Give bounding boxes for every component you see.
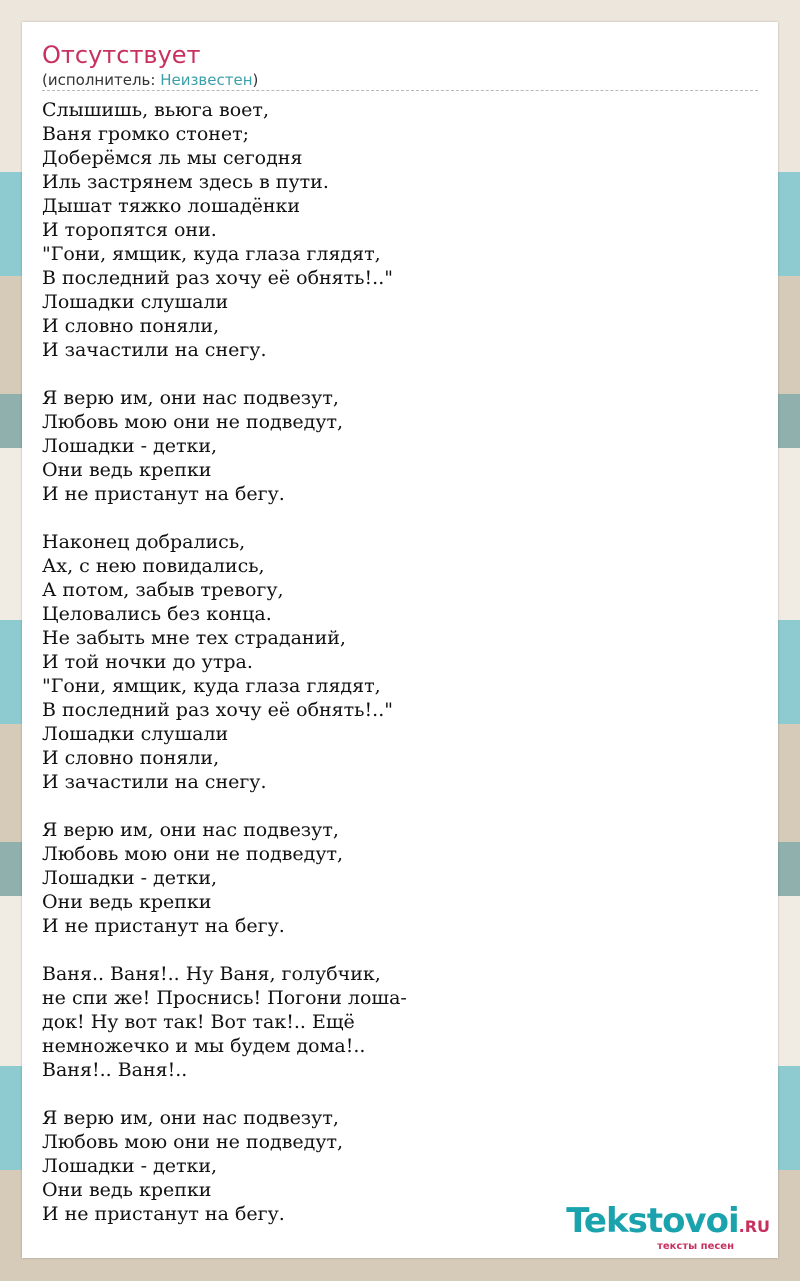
lyrics-text bbox=[42, 98, 742, 1226]
lyric-line: Иль застрянем здесь в пути. bbox=[42, 171, 329, 193]
lyric-line: И торопятся они. bbox=[42, 219, 217, 241]
logo-wordmark bbox=[566, 1203, 770, 1245]
logo-name: Tekstovoi bbox=[566, 1201, 739, 1241]
stanza-gap bbox=[42, 1082, 742, 1106]
lyric-line: Не забыть мне тех страданий, bbox=[42, 627, 346, 649]
song-title: Отсутствует bbox=[42, 41, 201, 69]
lyric-line: И зачастили на снегу. bbox=[42, 771, 267, 793]
lyric-line: Лошадки - детки, bbox=[42, 867, 218, 889]
lyric-line: Лошадки слушали bbox=[42, 291, 229, 313]
stanza bbox=[42, 530, 742, 794]
stanza-gap bbox=[42, 506, 742, 530]
lyric-line: Любовь мою они не подведут, bbox=[42, 843, 344, 865]
title-divider bbox=[42, 90, 758, 91]
lyric-line: И зачастили на снегу. bbox=[42, 339, 267, 361]
stanza bbox=[42, 98, 742, 362]
lyric-line: В последний раз хочу её обнять!.." bbox=[42, 267, 393, 289]
lyric-line: Ах, с нею повидались, bbox=[42, 555, 265, 577]
lyric-line: Слышишь, вьюга воет, bbox=[42, 99, 269, 121]
lyric-line: Ваня!.. Ваня!.. bbox=[42, 1059, 188, 1081]
lyric-line: Я верю им, они нас подвезут, bbox=[42, 387, 339, 409]
lyric-line: Лошадки - детки, bbox=[42, 435, 218, 457]
lyric-line: "Гони, ямщик, куда глаза глядят, bbox=[42, 675, 381, 697]
stanza bbox=[42, 818, 742, 938]
lyrics-card bbox=[22, 22, 778, 1258]
lyric-line: Доберёмся ль мы сегодня bbox=[42, 147, 303, 169]
lyric-line: И не пристанут на бегу. bbox=[42, 483, 285, 505]
lyric-line: Любовь мою они не подведут, bbox=[42, 1131, 344, 1153]
artist-prefix: (исполнитель: bbox=[42, 71, 161, 89]
lyric-line: И словно поняли, bbox=[42, 747, 220, 769]
artist-link[interactable]: Неизвестен bbox=[160, 71, 253, 89]
site-logo[interactable] bbox=[566, 1203, 770, 1252]
lyric-line: Лошадки слушали bbox=[42, 723, 229, 745]
logo-tld: .RU bbox=[738, 1217, 770, 1236]
lyric-line: И словно поняли, bbox=[42, 315, 220, 337]
lyric-line: не спи же! Проснись! Погони лоша- bbox=[42, 987, 407, 1009]
lyric-line: И не пристанут на бегу. bbox=[42, 1203, 285, 1225]
stanza-gap bbox=[42, 938, 742, 962]
lyric-line: немножечко и мы будем дома!.. bbox=[42, 1035, 366, 1057]
lyric-line: В последний раз хочу её обнять!.." bbox=[42, 699, 393, 721]
lyric-line: Они ведь крепки bbox=[42, 891, 212, 913]
stanza bbox=[42, 962, 742, 1082]
lyric-line: "Гони, ямщик, куда глаза глядят, bbox=[42, 243, 381, 265]
lyric-line: Ваня.. Ваня!.. Ну Ваня, голубчик, bbox=[42, 963, 381, 985]
lyric-line: А потом, забыв тревогу, bbox=[42, 579, 284, 601]
lyric-line: Лошадки - детки, bbox=[42, 1155, 218, 1177]
lyric-line: Они ведь крепки bbox=[42, 1179, 212, 1201]
stanza-gap bbox=[42, 794, 742, 818]
lyric-line: Они ведь крепки bbox=[42, 459, 212, 481]
lyric-line: И той ночки до утра. bbox=[42, 651, 253, 673]
artist-line bbox=[42, 70, 258, 90]
lyric-line: док! Ну вот так! Вот так!.. Ещё bbox=[42, 1011, 355, 1033]
lyric-line: Целовались без конца. bbox=[42, 603, 272, 625]
lyric-line: Я верю им, они нас подвезут, bbox=[42, 1107, 339, 1129]
lyric-line: Ваня громко стонет; bbox=[42, 123, 250, 145]
artist-suffix: ) bbox=[252, 71, 259, 89]
lyric-line: Я верю им, они нас подвезут, bbox=[42, 819, 339, 841]
lyric-line: Наконец добрались, bbox=[42, 531, 246, 553]
lyric-line: Любовь мою они не подведут, bbox=[42, 411, 344, 433]
lyric-line: И не пристанут на бегу. bbox=[42, 915, 285, 937]
stanza-gap bbox=[42, 362, 742, 386]
logo-tagline: тексты песен bbox=[657, 1241, 734, 1252]
stanza bbox=[42, 386, 742, 506]
lyric-line: Дышат тяжко лошадёнки bbox=[42, 195, 301, 217]
